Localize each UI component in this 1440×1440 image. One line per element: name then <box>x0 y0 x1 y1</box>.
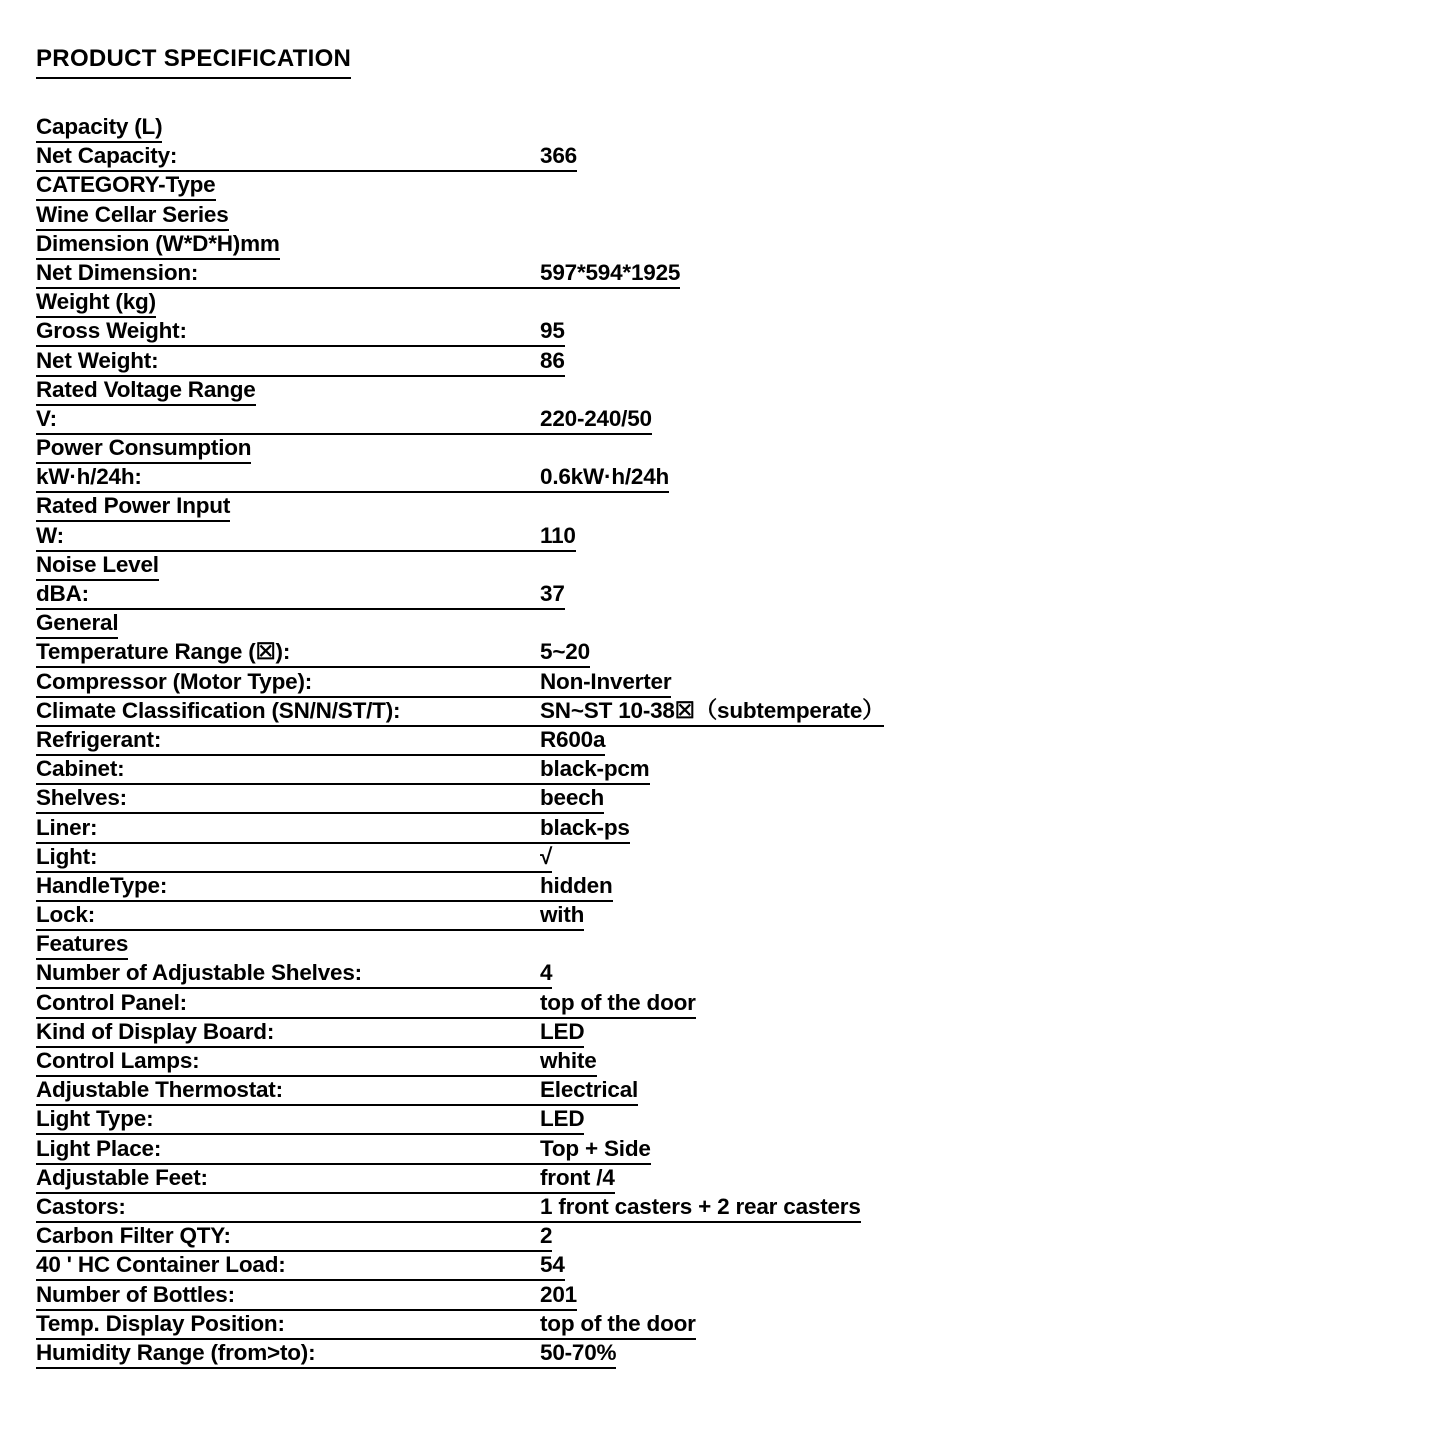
spec-value: top of the door <box>540 989 696 1015</box>
spec-value: white <box>540 1048 597 1073</box>
spec-value: front /4 <box>540 1164 615 1190</box>
spec-label: Net Dimension: <box>36 259 199 285</box>
spec-row <box>36 318 565 347</box>
spec-value: Electrical <box>540 1077 639 1103</box>
spec-label: Adjustable Feet: <box>36 1164 208 1190</box>
spec-row <box>36 990 696 1019</box>
spec-row <box>36 815 630 844</box>
spec-row <box>36 1252 565 1281</box>
spec-value: 110 <box>540 522 576 548</box>
spec-row <box>36 844 552 873</box>
spec-row <box>36 1340 616 1369</box>
spec-label: Net Weight: <box>36 347 159 373</box>
spec-label: kW·h/24h: <box>36 464 142 490</box>
spec-row <box>36 1019 584 1048</box>
spec-value: 54 <box>540 1252 565 1278</box>
spec-row <box>36 1282 577 1311</box>
spec-label: V: <box>36 405 57 431</box>
spec-value: top of the door <box>540 1310 696 1336</box>
spec-label: HandleType: <box>36 872 168 898</box>
spec-label: Adjustable Thermostat: <box>36 1077 283 1103</box>
spec-value: 201 <box>540 1281 577 1307</box>
spec-section-row <box>36 114 162 143</box>
spec-label: dBA: <box>36 581 89 606</box>
spec-label: Features <box>36 931 129 957</box>
spec-label: Temperature Range (☒): <box>36 639 291 665</box>
spec-row <box>36 960 552 989</box>
spec-value: hidden <box>540 872 613 898</box>
spec-value: beech <box>540 785 605 811</box>
spec-label: Control Panel: <box>36 989 187 1015</box>
spec-label: General <box>36 610 119 636</box>
spec-label: W: <box>36 522 64 548</box>
spec-row <box>36 727 605 756</box>
spec-row <box>36 464 669 493</box>
spec-value: SN~ST 10-38☒（subtemperate） <box>540 697 885 723</box>
spec-value: with <box>540 902 585 928</box>
spec-label: Climate Classification (SN/N/ST/T): <box>36 697 401 723</box>
spec-value: 597*594*1925 <box>540 259 681 285</box>
spec-value: Non-Inverter <box>540 668 672 694</box>
spec-section-row <box>36 435 251 464</box>
spec-row <box>36 260 680 289</box>
spec-label: Control Lamps: <box>36 1048 200 1073</box>
spec-section-row <box>36 610 118 639</box>
spec-row <box>36 406 652 435</box>
spec-label: Light Type: <box>36 1106 154 1132</box>
spec-row <box>36 669 671 698</box>
spec-label: Cabinet: <box>36 756 125 782</box>
spec-section-row <box>36 377 256 406</box>
spec-value: LED <box>540 1018 585 1044</box>
spec-label: CATEGORY-Type <box>36 172 216 198</box>
spec-row <box>36 639 590 668</box>
spec-row <box>36 523 576 552</box>
spec-value: LED <box>540 1106 585 1132</box>
spec-section-row <box>36 493 230 522</box>
spec-row <box>36 902 584 931</box>
spec-label: Light: <box>36 843 98 869</box>
spec-section-row <box>36 289 156 318</box>
spec-row <box>36 348 565 377</box>
spec-label: Rated Voltage Range <box>36 376 256 402</box>
spec-label: Temp. Display Position: <box>36 1310 285 1336</box>
spec-label: Power Consumption <box>36 435 252 461</box>
spec-row <box>36 1048 597 1077</box>
spec-rows <box>36 114 1410 1369</box>
spec-label: Light Place: <box>36 1135 162 1161</box>
spec-label: Compressor (Motor Type): <box>36 668 313 694</box>
spec-section-row <box>36 172 216 201</box>
spec-value: 95 <box>540 318 565 344</box>
spec-row <box>36 581 565 610</box>
spec-value: 50-70% <box>540 1339 617 1365</box>
spec-value: 366 <box>540 143 577 169</box>
spec-value: 220-240/50 <box>540 405 652 431</box>
spec-row <box>36 1223 552 1252</box>
spec-label: Lock: <box>36 902 96 928</box>
spec-value: 4 <box>540 960 553 986</box>
spec-label: Number of Bottles: <box>36 1281 235 1307</box>
spec-value: 0.6kW·h/24h <box>540 464 670 490</box>
spec-row <box>36 1165 615 1194</box>
spec-value: √ <box>540 843 553 869</box>
spec-label: Noise Level <box>36 551 159 577</box>
spec-section-row <box>36 231 280 260</box>
spec-value: black-pcm <box>540 756 650 782</box>
spec-label: Wine Cellar Series <box>36 201 229 227</box>
spec-value: Top + Side <box>540 1135 651 1161</box>
spec-label: Rated Power Input <box>36 493 231 519</box>
spec-row <box>36 756 650 785</box>
spec-value: black-ps <box>540 814 630 840</box>
spec-section-row <box>36 931 128 960</box>
spec-row <box>36 785 604 814</box>
spec-value: 2 <box>540 1223 553 1249</box>
spec-label: Refrigerant: <box>36 726 162 752</box>
spec-value: 5~20 <box>540 639 590 665</box>
spec-value: 1 front casters + 2 rear casters <box>540 1193 861 1219</box>
spec-label: Shelves: <box>36 785 127 811</box>
page-title: PRODUCT SPECIFICATION <box>36 46 351 79</box>
spec-label: Net Capacity: <box>36 143 178 169</box>
spec-label: 40 ' HC Container Load: <box>36 1252 286 1278</box>
spec-section-row <box>36 552 159 581</box>
spec-row <box>36 698 884 727</box>
spec-row <box>36 1194 861 1223</box>
spec-row <box>36 1311 696 1340</box>
spec-label: Kind of Display Board: <box>36 1018 275 1044</box>
spec-label: Liner: <box>36 814 98 840</box>
spec-value: 86 <box>540 347 565 373</box>
spec-label: Carbon Filter QTY: <box>36 1223 231 1249</box>
spec-label: Capacity (L) <box>36 114 163 139</box>
spec-label: Weight (kg) <box>36 289 156 315</box>
spec-label: Number of Adjustable Shelves: <box>36 960 362 986</box>
spec-section-row <box>36 202 229 231</box>
spec-label: Gross Weight: <box>36 318 187 344</box>
spec-row <box>36 1077 638 1106</box>
spec-row <box>36 873 613 902</box>
spec-row <box>36 1136 651 1165</box>
spec-value: R600a <box>540 726 606 752</box>
spec-label: Humidity Range (from>to): <box>36 1339 316 1365</box>
spec-label: Dimension (W*D*H)mm <box>36 230 280 256</box>
spec-row <box>36 143 577 172</box>
spec-value: 37 <box>540 581 565 606</box>
spec-label: Castors: <box>36 1193 126 1219</box>
spec-row <box>36 1106 584 1135</box>
